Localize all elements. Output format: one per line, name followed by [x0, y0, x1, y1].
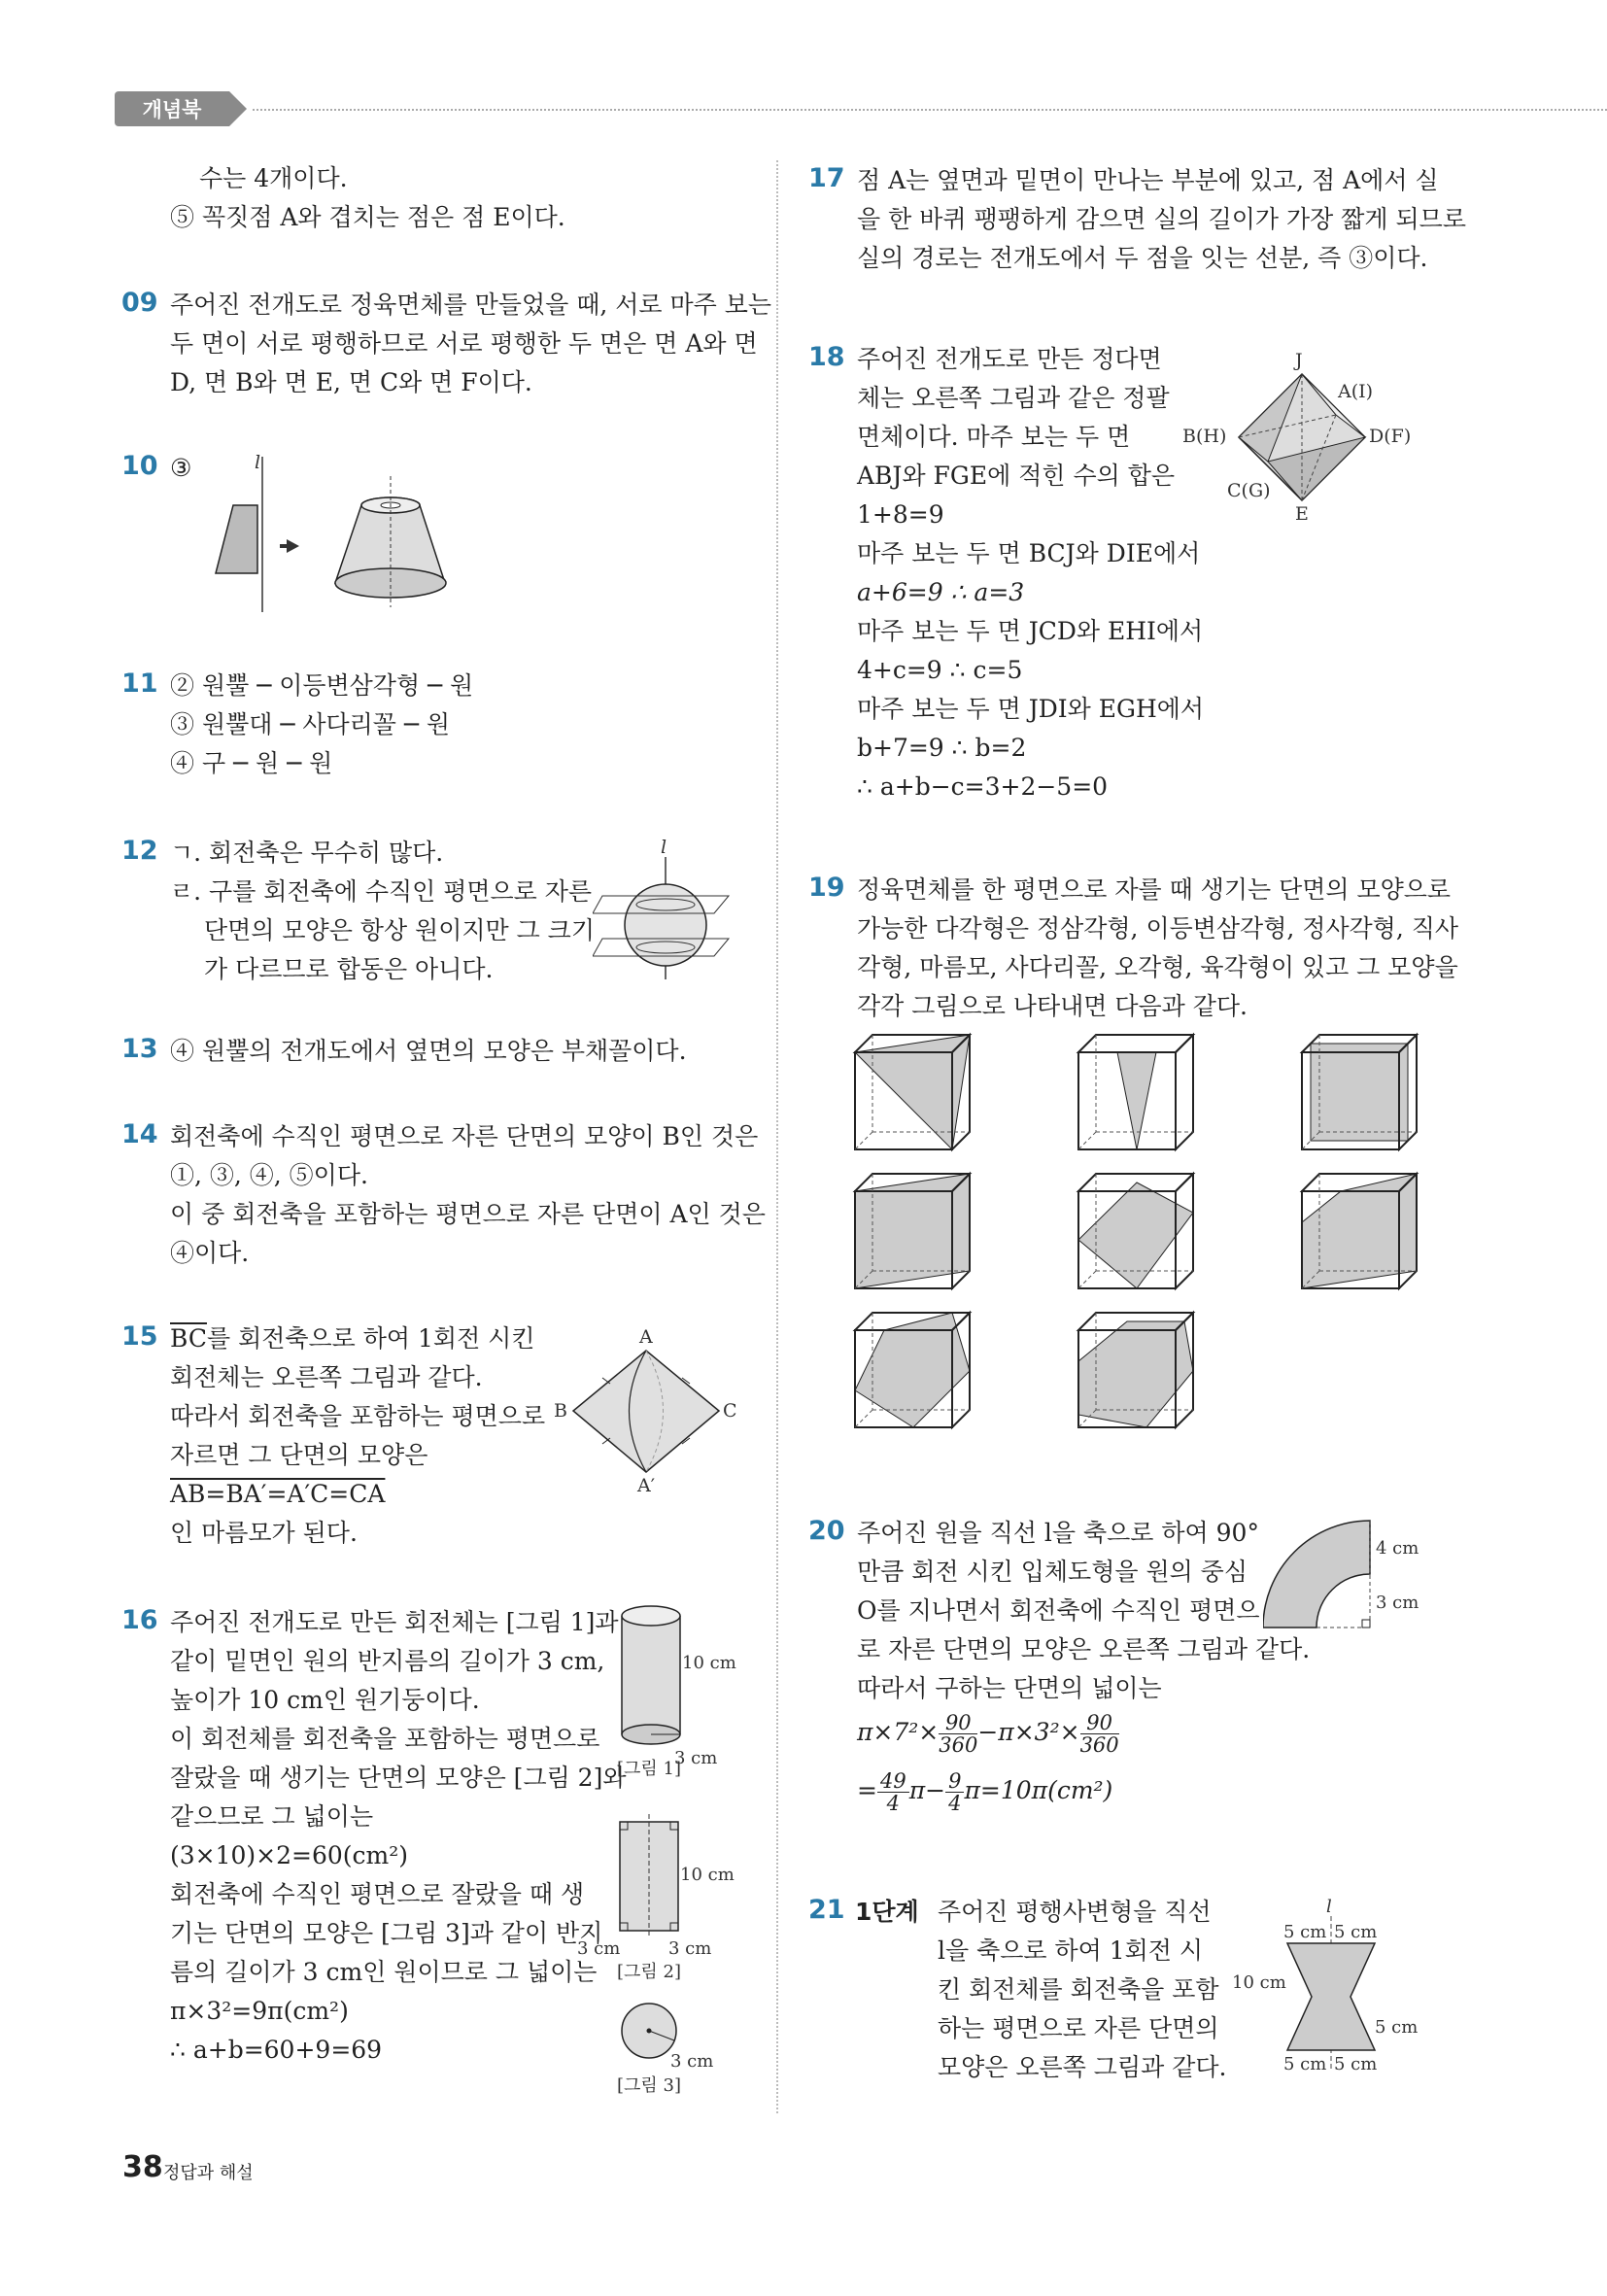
q19-number: 19 [808, 873, 845, 903]
denominator: 360 [1079, 1733, 1119, 1757]
fig2-radius-left: 3 cm [577, 1938, 621, 1959]
q21-line: 모양은 오른쪽 그림과 같다. [938, 2053, 1227, 2081]
label-bh: B(H) [1182, 426, 1227, 447]
header-rule [253, 109, 1607, 111]
q15-equation: AB=BA′=A′C=CA [170, 1480, 386, 1508]
fig2-height: 10 cm [680, 1865, 735, 1885]
numerator: 90 [939, 1712, 977, 1734]
bottom-left: 5 cm [1283, 2054, 1327, 2074]
q16-line: 잘랐을 때 생기는 단면의 모양은 [그림 2]와 [170, 1764, 627, 1792]
calc-part: = [857, 1776, 877, 1804]
q20-calc-line1 [857, 1712, 1119, 1756]
q10-number: 10 [121, 451, 158, 481]
denominator: 360 [939, 1733, 978, 1757]
q12-sphere-figure [593, 836, 738, 981]
q19-cube-sections [850, 1030, 1433, 1438]
q17-line: 을 한 바퀴 팽팽하게 감으면 실의 길이가 가장 짧게 되므로 [857, 205, 1466, 233]
label-ai: A(I) [1338, 381, 1374, 402]
axis-label: l [661, 837, 667, 858]
q17-number: 17 [808, 163, 845, 193]
q18-line: 마주 보는 두 면 BCJ와 DIE에서 [857, 539, 1201, 567]
q15-text: 를 회전축으로 하여 1회전 시킨 [206, 1324, 535, 1353]
numerator: 90 [1080, 1712, 1119, 1734]
q12-number: 12 [121, 836, 158, 866]
q18-number: 18 [808, 342, 845, 372]
label-e: E [1295, 503, 1309, 525]
q20-figure [1263, 1511, 1433, 1637]
q20-line: 만큼 회전 시킨 입체도형을 원의 중심 [857, 1558, 1248, 1586]
label-b: B [554, 1400, 567, 1422]
q15-figure [554, 1321, 748, 1501]
fig3-radius: 3 cm [670, 2051, 714, 2072]
right-label: 5 cm [1375, 2017, 1419, 2038]
axis-label: l [255, 452, 261, 473]
q16-line: 같이 밑면인 원의 반지름의 길이가 3 cm, [170, 1647, 605, 1675]
axis-label: l [1326, 1897, 1332, 1917]
label-c: C [723, 1400, 737, 1422]
q15-line: 따라서 회전축을 포함하는 평면으로 [170, 1402, 546, 1430]
section-hexagon [1078, 1313, 1193, 1427]
fig2-caption: [그림 2] [617, 1962, 681, 1982]
denominator: 4 [886, 1792, 900, 1815]
fraction [877, 1770, 909, 1814]
q11-number: 11 [121, 668, 158, 699]
q20-number: 20 [808, 1516, 845, 1546]
numerator: 49 [877, 1770, 909, 1793]
q15-line: 인 마름모가 된다. [170, 1519, 358, 1547]
q14-line: ①, ③, ④, ⑤이다. [170, 1161, 368, 1189]
bottom-right: 5 cm [1334, 2054, 1378, 2074]
q16-line: 름의 길이가 3 cm인 원이므로 그 넓이는 [170, 1958, 598, 1986]
label-inner: 3 cm [1376, 1593, 1419, 1613]
q20-line: 따라서 구하는 단면의 넓이는 [857, 1674, 1162, 1702]
q21-line: 킨 회전체를 회전축을 포함 [938, 1975, 1219, 2004]
q20-line: 로 자른 단면의 모양은 오른쪽 그림과 같다. [857, 1635, 1311, 1663]
q16-line: 회전축에 수직인 평면으로 잘랐을 때 생 [170, 1880, 585, 1908]
q15-number: 15 [121, 1321, 158, 1352]
q14-line: ④이다. [170, 1239, 250, 1267]
q09-line: 주어진 전개도로 정육면체를 만들었을 때, 서로 마주 보는 [170, 291, 772, 319]
q21-step: 1단계 [855, 1898, 919, 1926]
q18-line: ∴ a+b−c=3+2−5=0 [857, 772, 1109, 801]
q19-line: 가능한 다각형은 정삼각형, 이등변삼각형, 정사각형, 직사 [857, 914, 1459, 942]
q21-number: 21 [808, 1895, 845, 1925]
fig3-caption: [그림 3] [617, 2075, 681, 2096]
q11-line: ③ 원뿔대 ─ 사다리꼴 ─ 원 [170, 710, 451, 738]
label-a-prime: A′ [637, 1475, 656, 1496]
header-tab: 개념북 [115, 91, 229, 126]
q16-line: 기는 단면의 모양은 [그림 3]과 같이 반지 [170, 1919, 603, 1947]
fig1-radius: 3 cm [674, 1748, 718, 1768]
section-square [1302, 1035, 1417, 1149]
q21-line: l을 축으로 하여 1회전 시 [938, 1936, 1204, 1965]
q11-line: ② 원뿔 ─ 이등변삼각형 ─ 원 [170, 671, 474, 700]
q20-line: O를 지나면서 회전축에 수직인 평면으 [857, 1596, 1260, 1625]
calc-part: π×7²× [857, 1718, 940, 1746]
section-trapezoid [1302, 1174, 1417, 1288]
q15-line: 자르면 그 단면의 모양은 [170, 1441, 428, 1469]
q18-line: a+6=9 ∴ a=3 [857, 578, 1025, 606]
q18-line: 주어진 전개도로 만든 정다면 [857, 345, 1162, 373]
q19-line: 정육면체를 한 평면으로 자를 때 생기는 단면의 모양으로 [857, 875, 1452, 904]
fraction [939, 1712, 977, 1756]
q12-line: 단면의 모양은 항상 원이지만 그 크기 [204, 916, 595, 944]
q21-line: 주어진 평행사변형을 직선 [938, 1898, 1212, 1926]
q20-line: 주어진 원을 직선 l을 축으로 하여 90° [857, 1519, 1259, 1547]
q16-line: (3×10)×2=60(cm²) [170, 1841, 409, 1869]
fig1-caption: [그림 1] [617, 1759, 681, 1779]
q10-answer: ③ [170, 454, 192, 482]
section-pentagon [855, 1313, 970, 1427]
section-rectangle [855, 1174, 970, 1288]
q16-line: π×3²=9π(cm²) [170, 1997, 349, 2025]
q11-line: ④ 구 ─ 원 ─ 원 [170, 749, 333, 777]
page-number: 38 [122, 2150, 163, 2184]
header-arrow [229, 91, 247, 126]
calc-part: π=10π(cm²) [964, 1776, 1113, 1804]
left-height: 10 cm [1232, 1972, 1286, 1993]
q18-line: 체는 오른쪽 그림과 같은 정팔 [857, 384, 1170, 412]
q18-line: 4+c=9 ∴ c=5 [857, 656, 1023, 684]
q19-line: 각형, 마름모, 사다리꼴, 오각형, 육각형이 있고 그 모양을 [857, 953, 1458, 981]
q14-number: 14 [121, 1119, 158, 1149]
label-j: J [1295, 350, 1303, 371]
q17-line: 실의 경로는 전개도에서 두 점을 잇는 선분, 즉 ③이다. [857, 244, 1428, 272]
q21-figure [1229, 1895, 1433, 2079]
q09-line: D, 면 B와 면 E, 면 C와 면 F이다. [170, 368, 532, 396]
q18-line: 면체이다. 마주 보는 두 면 [857, 423, 1131, 451]
q13-line: ④ 원뿔의 전개도에서 옆면의 모양은 부채꼴이다. [170, 1037, 687, 1065]
denominator: 4 [948, 1792, 962, 1815]
section-equilateral-triangle [855, 1035, 970, 1149]
column-divider [776, 160, 778, 2113]
q14-line: 회전축에 수직인 평면으로 자른 단면의 모양이 B인 것은 [170, 1122, 759, 1150]
q09-number: 09 [121, 288, 158, 318]
q14-line: 이 중 회전축을 포함하는 평면으로 자른 단면이 A인 것은 [170, 1200, 766, 1228]
q18-line: b+7=9 ∴ b=2 [857, 734, 1027, 762]
q09-line: 두 면이 서로 평행하므로 서로 평행한 두 면은 면 A와 면 [170, 329, 758, 358]
q16-line: 주어진 전개도로 만든 회전체는 [그림 1]과 [170, 1608, 619, 1636]
q18-octahedron-figure [1180, 345, 1433, 530]
continued-line: ⑤ 꼭짓점 A와 겹치는 점은 점 E이다. [170, 203, 565, 231]
top-left: 5 cm [1283, 1922, 1327, 1942]
section-isosceles-triangle [1078, 1035, 1193, 1149]
fig2-radius-right: 3 cm [668, 1938, 712, 1959]
q15-line [170, 1319, 534, 1358]
section-rhombus [1078, 1174, 1193, 1288]
fraction [1080, 1712, 1119, 1756]
q15-line: 회전체는 오른쪽 그림과 같다. [170, 1363, 483, 1391]
numerator: 9 [945, 1770, 964, 1793]
continued-line: 수는 4개이다. [199, 164, 348, 192]
calc-part: π− [908, 1776, 946, 1804]
q10-figure [194, 447, 457, 622]
label-a: A [639, 1326, 653, 1348]
fig1-height: 10 cm [682, 1653, 736, 1673]
q18-line: 마주 보는 두 면 JDI와 EGH에서 [857, 695, 1205, 723]
label-outer: 4 cm [1376, 1538, 1419, 1559]
q18-line: ABJ와 FGE에 적힌 수의 합은 [857, 462, 1176, 490]
q12-line: ㄹ. 구를 회전축에 수직인 평면으로 자른 [170, 877, 593, 906]
q20-calc-line2 [857, 1770, 1112, 1814]
calc-part: −π×3²× [977, 1718, 1080, 1746]
segment-bc: $\overline{BC}$ [170, 1324, 207, 1353]
q13-number: 13 [121, 1034, 158, 1064]
footer-title: 정답과 해설 [163, 2163, 254, 2183]
q18-line: 1+8=9 [857, 500, 944, 529]
q12-line: 가 다르므로 합동은 아니다. [204, 955, 494, 983]
q16-line: 같으므로 그 넓이는 [170, 1802, 374, 1831]
label-df: D(F) [1369, 426, 1412, 447]
q16-number: 16 [121, 1605, 158, 1635]
q12-line: ㄱ. 회전축은 무수히 많다. [170, 839, 444, 867]
q16-figures [573, 1598, 748, 2104]
q16-line: 높이가 10 cm인 원기둥이다. [170, 1686, 480, 1714]
q16-line: ∴ a+b=60+9=69 [170, 2036, 383, 2064]
q19-line: 각각 그림으로 나타내면 다음과 같다. [857, 992, 1248, 1020]
q21-line: 하는 평면으로 자른 단면의 [938, 2014, 1219, 2042]
q18-line: 마주 보는 두 면 JCD와 EHI에서 [857, 617, 1204, 645]
q16-line: 이 회전체를 회전축을 포함하는 평면으로 [170, 1725, 600, 1753]
fraction [945, 1770, 964, 1814]
label-cg: C(G) [1227, 480, 1271, 501]
top-right: 5 cm [1334, 1922, 1378, 1942]
q17-line: 점 A는 옆면과 밑면이 만나는 부분에 있고, 점 A에서 실 [857, 166, 1439, 194]
